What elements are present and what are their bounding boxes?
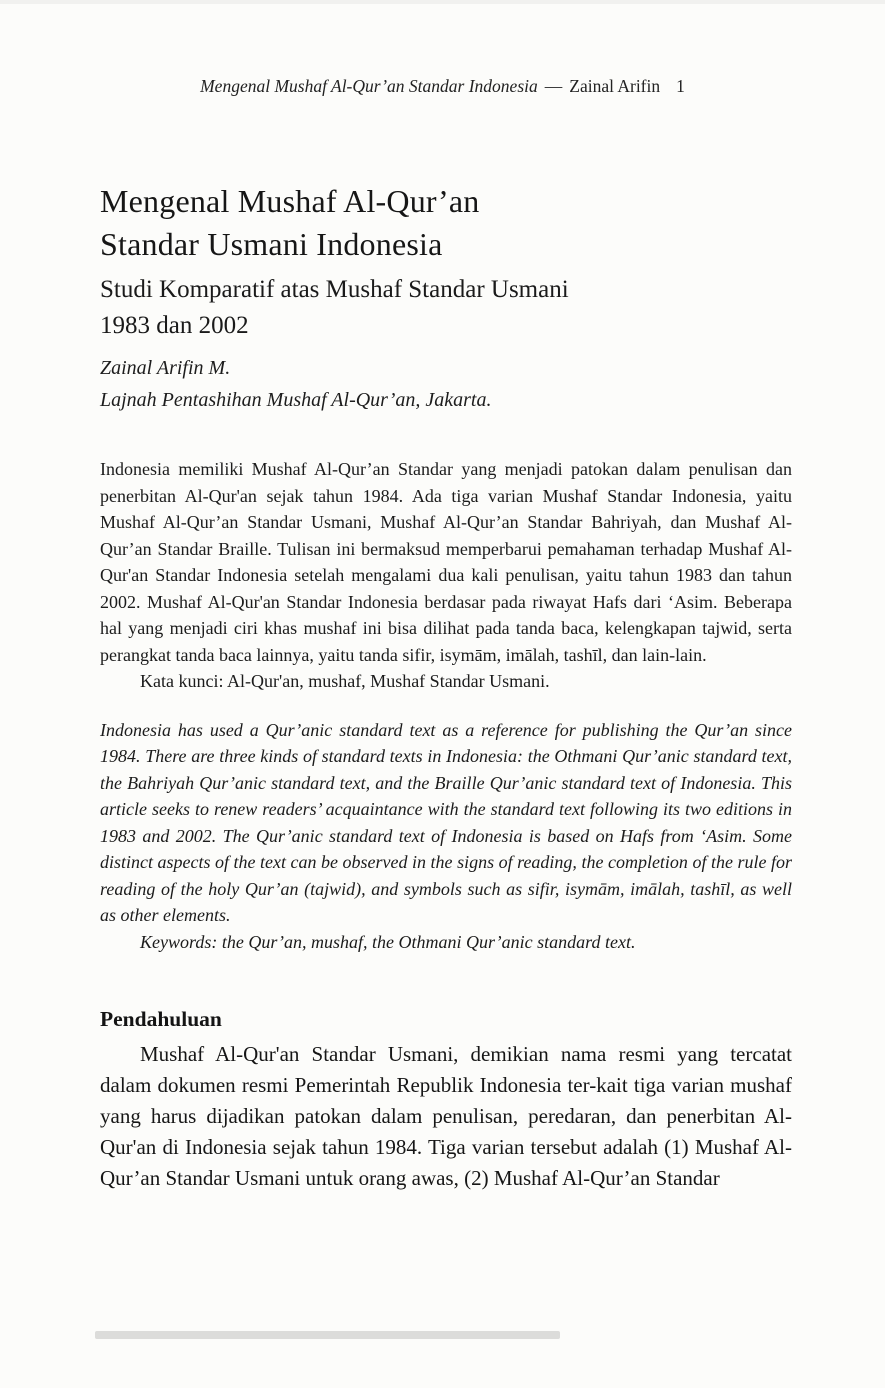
keywords-english: Keywords: the Qur’an, mushaf, the Othmani Qur’anic standard text. bbox=[140, 931, 636, 952]
running-head bbox=[0, 76, 885, 97]
running-head-author: Zainal Arifin bbox=[569, 76, 661, 96]
section-heading-pendahuluan: Pendahuluan bbox=[100, 1007, 222, 1031]
article-content bbox=[100, 180, 792, 1194]
running-head-article-title: Mengenal Mushaf Al-Qur’an Standar Indonesia bbox=[200, 76, 538, 96]
introduction-paragraph: Mushaf Al-Qur'an Standar Usmani, demikian nama resmi yang tercatat dalam dokumen resmi Pemerintah Republik Indonesia ter-kait tiga varian mushaf yang harus dijadikan patokan dalam penulisan, peredaran, dan penerbitan Al-Qur'an di Indonesia sejak tahun 1984. Tiga varian tersebut adalah (1) Mushaf Al-Qur’an Standar Usmani untuk orang awas, (2) Mushaf Al-Qur’an Standar bbox=[100, 1042, 792, 1190]
keywords-indonesian: Kata kunci: Al-Qur'an, mushaf, Mushaf Standar Usmani. bbox=[140, 671, 550, 691]
scan-artifact-line bbox=[95, 1331, 560, 1339]
author-name: Zainal Arifin M. bbox=[100, 357, 231, 379]
page-number: 1 bbox=[676, 76, 685, 96]
article-title bbox=[100, 180, 792, 266]
author-block bbox=[100, 352, 792, 416]
author-affiliation: Lajnah Pentashihan Mushaf Al-Qur’an, Jakarta. bbox=[100, 389, 492, 411]
article-subtitle-line-2: 1983 dan 2002 bbox=[100, 312, 249, 339]
abstract-english: Indonesia has used a Qur’anic standard text as a reference for publishing the Qur’an since 1984. There are three kinds of standard texts in Indonesia: the Othmani Qur’anic standard text, the Bahriyah Qur’anic standard text, and the Braille Qur’anic standard text of Indonesia. This article seeks to renew readers’ acquaintance with the standard text following its two editions in 1983 and 2002. The Qur’anic standard text of Indonesia is based on Hafs from ‘Asim. Some distinct aspects of the text can be observed in the signs of reading, the completion of the rule for reading of the holy Qur’an (tajwid), and symbols such as sifir, isymām, imālah, tashīl, as well as other elements. bbox=[100, 719, 792, 925]
article-subtitle-line-1: Studi Komparatif atas Mushaf Standar Usmani bbox=[100, 276, 569, 303]
article-title-line-1: Mengenal Mushaf Al-Qur’an bbox=[100, 183, 480, 219]
abstract-indonesian: Indonesia memiliki Mushaf Al-Qur’an Standar yang menjadi patokan dalam penulisan dan penerbitan Al-Qur'an sejak tahun 1984. Ada tiga varian Mushaf Standar Indonesia, yaitu Mushaf Al-Qur’an Standar Usmani, Mushaf Al-Qur’an Standar Bahriyah, dan Mushaf Al-Qur’an Standar Braille. Tulisan ini bermaksud memperbarui pemahaman terhadap Mushaf Al-Qur'an Standar Indonesia setelah mengalami dua kali penulisan, yaitu tahun 1983 dan tahun 2002. Mushaf Al-Qur'an Standar Indonesia berdasar pada riwayat Hafs dari ‘Asim. Beberapa hal yang menjadi ciri khas mushaf ini bisa dilihat pada tanda baca, kelengkapan tajwid, serta perangkat tanda baca lainnya, yaitu tanda sifir, isymām, imālah, tashīl, dan lain-lain. bbox=[100, 459, 792, 665]
scan-edge-artifact bbox=[0, 0, 885, 4]
article-subtitle bbox=[100, 272, 792, 344]
running-head-separator: — bbox=[544, 76, 563, 96]
article-title-line-2: Standar Usmani Indonesia bbox=[100, 226, 443, 262]
